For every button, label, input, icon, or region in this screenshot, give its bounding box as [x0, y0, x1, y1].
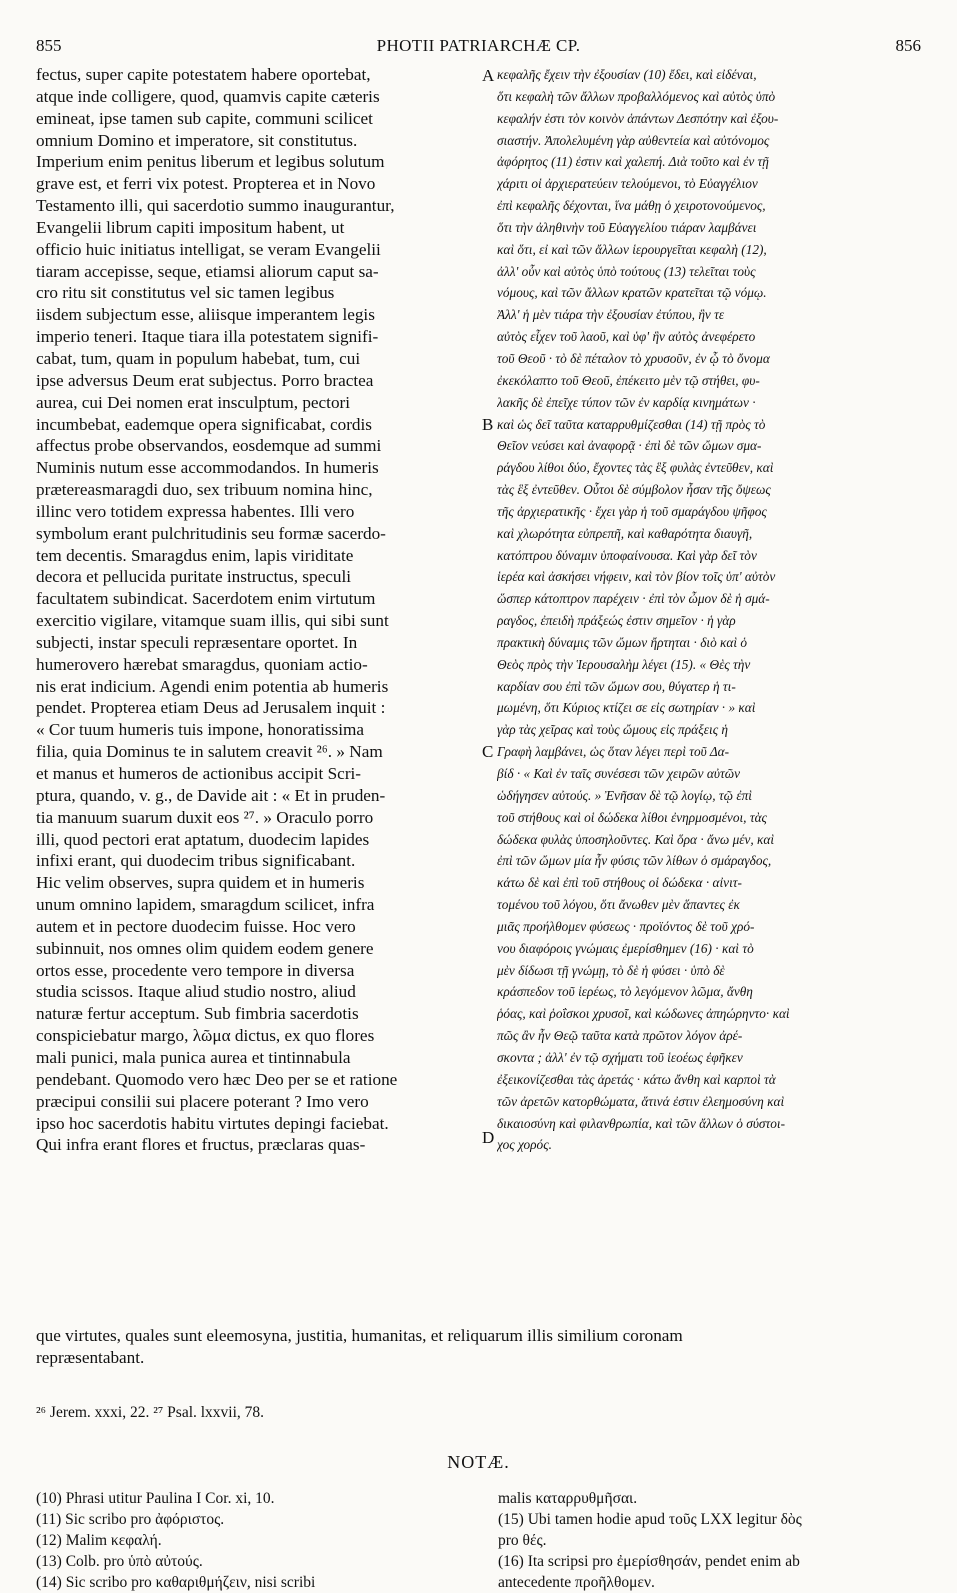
full-width-text — [36, 1325, 922, 1368]
latin-text-line: pendebant. Quomodo vero hæc Deo per se et ratione — [36, 1069, 398, 1089]
latin-text-line: tia manuum suarum duxit eos ²⁷. » Oraculo porro — [36, 807, 374, 827]
full-width-text-line: que virtutes, quales sunt eleemosyna, justitia, humanitas, et reliquarum illis similium coronam — [36, 1326, 683, 1345]
latin-text-line: infixi erant, qui duodecim tribus significabant. — [36, 851, 356, 871]
greek-text-line: πῶς ἂν ἦν Θεῷ ταῦτα κατὰ πρῶτον λόγον ἀρέ- — [497, 1028, 743, 1044]
latin-text-line: facultatem subindicat. Sacerdotem enim virtutum — [36, 589, 376, 609]
latin-text-line: Hic velim observes, supra quidem et in humeris — [36, 873, 365, 893]
latin-column — [36, 64, 482, 1156]
greek-text-line: ράγδου λίθοι δύο, ἔχοντες τὰς ἓξ φυλὰς ἐντεῦθεν, καὶ — [497, 460, 774, 476]
margin-marker-c: C — [482, 742, 494, 761]
greek-text-line: χος χορός. — [497, 1137, 552, 1153]
greek-text-line: δώδεκα φυλὰς ὑποσηλοῦντες. Καὶ ὅρα · ἄνω μέν, καὶ — [497, 831, 775, 847]
latin-text-line: naturæ fertur acceptum. Sub fimbria sacerdotis — [36, 1004, 359, 1024]
greek-text-line: τῆς ἀρχιερατικῆς · ἔχει γὰρ ἡ τοῦ σμαράγδου ψῆφος — [497, 503, 767, 519]
margin-marker-b: B — [482, 415, 494, 434]
latin-text-line: tem decentis. Smaragdus enim, lapis viriditate — [36, 545, 354, 565]
greek-text-line: ἐκεκόλαπτο τοῦ Θεοῦ, ἐπέκειτο μὲν τῷ στήθει, φυ- — [497, 372, 760, 388]
greek-text-line: ἱερέα καὶ ἀσκήσει νήφειν, καὶ τὸν βίον τοῖς ὑπ' αὐτὸν — [497, 569, 776, 585]
latin-text-line: ptura, quando, v. g., de Davide ait : « Et in pruden- — [36, 785, 386, 805]
greek-text-line: καὶ ὅτι, εἰ καὶ τῶν ἄλλων ἱερουργεῖται κεφαλὴ (12), — [497, 241, 767, 257]
latin-text-line: grave est, et ferri vix potest. Propterea et in Novo — [36, 174, 376, 194]
greek-text-line: ὥσπερ κάτοπτρον παρέχειν · ἐπὶ τὸν ὦμον δὲ ἡ σμά- — [497, 591, 770, 607]
greek-text-line: σιαστήν. Ἀπολελυμένη γὰρ αὐθεντεία καὶ αὐτόνομος — [497, 132, 770, 148]
latin-text-line: symbolum erant pulchritudinis seu formæ sacerdo- — [36, 523, 386, 543]
running-title: PHOTII PATRIARCHÆ CP. — [376, 36, 581, 55]
greek-text-line: τοῦ Θεοῦ · τὸ δὲ πέταλον τὸ χρυσοῦν, ἐν ᾧ τὸ ὄνομα — [497, 350, 770, 366]
margin-marker-a: A — [482, 66, 495, 85]
greek-text-line: κατόπτρου δύναμιν ὑποφαίνουσα. Καὶ γὰρ δεῖ τὸν — [497, 547, 757, 563]
latin-text-line: filia, quia Dominus te in salutem creavit ²⁶. » Nam — [36, 742, 383, 762]
greek-text-line: ὡδήγησεν αὐτούς. » Ἐνῆσαν δὲ τῷ λογίῳ, τῷ ἐπὶ — [497, 787, 752, 803]
greek-text-line: ὅτι τὴν ἀληθινὴν τοῦ Εὐαγγελίου τιάραν λαμβάνει — [497, 219, 757, 235]
latin-text-line: humerovero hærebat smaragdus, quoniam actio- — [36, 654, 368, 674]
greek-text-line: ἀλλ' οὖν καὶ αὐτὸς ὑπὸ τούτους (13) τελεῖται τοὺς — [497, 263, 756, 279]
latin-text-line: « Cor tuum humeris tuis impone, honoratissima — [36, 720, 364, 740]
latin-text-line: unum omnino lapidem, smaragdum scilicet, infra — [36, 895, 375, 915]
greek-text-line: ἐπὶ κεφαλῆς δέχονται, ἵνα μάθῃ ὁ χειροτονούμενος, — [497, 198, 766, 214]
latin-text-line: pendet. Propterea etiam Deus ad Jerusalem inquit : — [36, 698, 386, 718]
greek-text-line: ῥόας, καὶ ῥοΐσκοι χρυσοῖ, καὶ κώδωνες ἀπηώρηντο· καὶ — [497, 1006, 790, 1022]
latin-text-line: ortos esse, procedente vero tempore in diversa — [36, 960, 355, 980]
greek-text-line: τομένου τοῦ λόγου, ὅτι ἄνωθεν μὲν ἅπαντες ἐκ — [497, 897, 740, 913]
greek-text-line: νου διαφόροις γνώμαις ἐμερίσθημεν (16) · καὶ τὸ — [497, 940, 754, 956]
greek-text-line: κράσπεδον τοῦ ἱερέως, τὸ λεγόμενον λῶμα, ἄνθη — [497, 984, 753, 1000]
latin-text-line: nis erat indicium. Agendi enim potentia ab humeris — [36, 676, 389, 696]
greek-text-line: λακῆς δὲ ἐπεῖχε τύπον τῶν ἐν καρδίᾳ κινημάτων · — [497, 394, 756, 410]
latin-text-line: Qui infra erant flores et fructus, præclaras quas- — [36, 1135, 366, 1155]
latin-text-line: exercitio vigilare, vitamque suam illis, qui sibi sunt — [36, 611, 389, 631]
latin-text-line: tiaram accepisse, seque, etiamsi aliorum caput sa- — [36, 261, 379, 281]
greek-text-line: νόμους, καὶ τῶν ἄλλων κρατῶν κρατεῖται τῷ νόμῳ. — [497, 285, 767, 301]
latin-text-line: affectus probe observandos, eosdemque ad summi — [36, 436, 382, 456]
latin-text-line: fectus, super capite potestatem habere oportebat, — [36, 65, 371, 84]
latin-text-line: Imperium enim penitus liberum et legibus solutum — [36, 152, 385, 172]
latin-text-line: studia scissos. Itaque aliud studio nostro, aliud — [36, 982, 356, 1002]
greek-text-line: χάριτι οἱ ἀρχιερατεύειν τελούμενοι, τὸ Εὐαγγέλιον — [497, 176, 758, 192]
note-line: malis καταρρυθμῆσαι. — [498, 1490, 638, 1507]
note-line: (13) Colb. pro ὑπὸ αὐτούς. — [36, 1553, 203, 1570]
greek-text-line: ἐπὶ τῶν ὤμων μία ἦν φύσις τῶν λίθων ὁ σμάραγδος, — [497, 853, 772, 869]
latin-text-line: iisdem subjectum esse, aliisque imperantem legis — [36, 305, 375, 325]
greek-text-line: ἐξεικονίζεσθαι τὰς ἀρετάς · κάτω ἄνθη καὶ καρποὶ τὰ — [497, 1071, 776, 1087]
greek-text-line: γὰρ τὰς χεῖρας καὶ τοὺς ὤμους εἰς πράξεις ἡ — [497, 722, 729, 738]
greek-text-line: κεφαλήν ἐστι τὸν κοινὸν ἁπάντων Δεσπότην καὶ ἐξου- — [497, 110, 779, 126]
latin-text-line: ipse adversus Deum erat subjectus. Porro bractea — [36, 370, 374, 390]
greek-text-line: Ἀλλ' ἡ μὲν τιάρα τὴν ἐξουσίαν ἐτύπου, ἣν τε — [497, 307, 725, 323]
full-width-text-line: repræsentabant. — [36, 1347, 145, 1367]
latin-text-line: ipso hoc sacerdotis habitu virtutes depingi faciebat. — [36, 1113, 389, 1133]
greek-text-line: καὶ χλωρότητα εὐπρεπῆ, καὶ καθαρότητα διαυγῆ, — [497, 525, 753, 541]
latin-text-line: præcipui consilii sui placere poterant ? Imo vero — [36, 1091, 369, 1111]
latin-text-line: omnium Domino et imperatore, sit constitutus. — [36, 130, 358, 150]
greek-text-line: καὶ ὡς δεῖ ταῦτα καταρρυθμίζεσθαι (14) τῇ πρὸς τὸ — [497, 416, 766, 432]
greek-text-line: καρδίαν σου ἐπὶ τῶν ὤμων σου, θύγατερ ἡ τι- — [497, 678, 736, 694]
greek-text-line: δικαιοσύνη καὶ φιλανθρωπία, καὶ τῶν ἄλλων ὁ σύστοι- — [497, 1115, 786, 1131]
latin-text-line: mali punici, mala punica aurea et tintinnabula — [36, 1047, 351, 1067]
latin-text-line: prætereasmaragdi duo, sex tribuum nomina hinc, — [36, 480, 373, 500]
latin-text-line: incumbebat, eademque opera significabat, cordis — [36, 414, 372, 434]
greek-text-line: βίδ · « Καὶ ἐν ταῖς συνέσεσι τῶν χειρῶν αὐτῶν — [497, 766, 741, 781]
note-line: (16) Ita scripsi pro ἐμερίσθησάν, pendet enim ab — [498, 1553, 800, 1570]
note-line: (12) Malim κεφαλή. — [36, 1532, 162, 1549]
greek-text-line: ὅτι κεφαλὴ τῶν ἄλλων προβαλλόμενος καὶ αὐτὸς ὑπὸ — [497, 88, 776, 104]
latin-text-line: atque inde colligere, quod, quamvis capite cæteris — [36, 86, 380, 106]
greek-text-line: ραγδος, ἐπειδὴ πράξεώς ἐστιν σημεῖον · ἡ γὰρ — [497, 613, 736, 629]
notes-left-column — [36, 1488, 496, 1593]
greek-text-line: κάτω δὲ καὶ ἐπὶ τοῦ στήθους οἱ δώδεκα · αἰνιτ- — [497, 875, 742, 891]
note-line: pro θές. — [498, 1532, 547, 1549]
greek-text-line: Θεῖον νεύσει καὶ ἀναφορᾷ · ἐπὶ δὲ τῶν ὤμων σμα- — [497, 438, 762, 454]
greek-text-line: αὐτὸς εἶχεν τοῦ λαοῦ, καὶ ὑφ' ἣν αὐτὸς ἀνεφέρετο — [497, 329, 756, 345]
latin-text-line: Evangelii librum capiti impositum habent, ut — [36, 217, 345, 237]
greek-column — [497, 64, 922, 1156]
notae-heading: NOTÆ. — [447, 1452, 510, 1472]
note-line: (11) Sic scribo pro ἀφόριστος. — [36, 1511, 225, 1528]
latin-text-line: autem et in pectore duodecim fuisse. Hoc vero — [36, 916, 356, 936]
latin-text-line: illinc vero totidem expressa habentes. Illi vero — [36, 501, 355, 521]
notes-right-column — [498, 1488, 922, 1593]
latin-text-line: imperio teneri. Itaque tiara illa potestatem signifi- — [36, 327, 379, 347]
latin-text-line: aurea, cui Dei nomen erat insculptum, pectori — [36, 392, 351, 412]
note-line: (14) Sic scribo pro καθαριθμήζειν, nisi scribi — [36, 1574, 316, 1591]
latin-text-line: cro ritu sit constitutus vel sic tamen legibus — [36, 283, 335, 303]
latin-text-line: illi, quod pectori erat aptatum, duodecim lapides — [36, 829, 370, 849]
latin-text-line: officio huic initiatus intelligat, se veram Evangelii — [36, 239, 381, 259]
latin-text-line: subinnuit, nos omnes olim quidem eodem genere — [36, 938, 374, 958]
margin-marker-d: D — [482, 1128, 495, 1147]
page-header — [36, 36, 921, 62]
greek-text-line: ἀφόρητος (11) ἐστιν καὶ χαλεπή. Διὰ τοῦτο καὶ ἐν τῇ — [497, 154, 769, 170]
latin-text-line: subjecti, instar speculi repræsentare oportet. In — [36, 632, 358, 652]
greek-text-line: τὰς ἓξ ἐντεῦθεν. Οὗτοι δὲ σύμβολον ἦσαν τῆς ὄψεως — [497, 482, 771, 498]
latin-text-line: Numinis nutum esse accommodandos. In humeris — [36, 458, 379, 478]
greek-text-line: τοῦ στήθους καὶ οἱ δώδεκα λίθοι ἐνηρμοσμένοι, τὰς — [497, 809, 767, 825]
latin-text-line: Testamento illi, qui sacerdotio summo inaugurantur, — [36, 196, 395, 216]
note-line: antecedente προῆλθομεν. — [498, 1574, 655, 1591]
greek-text-line: Γραφὴ λαμβάνει, ὡς ὅταν λέγει περὶ τοῦ Δα- — [497, 744, 730, 760]
latin-text-line: et manus et humeros de actionibus accipit Scri- — [36, 764, 362, 783]
page-number-left: 855 — [36, 36, 62, 55]
greek-text-line: σκοντα ; ἀλλ' ἐν τῷ σχήματι τοῦ ἱεοέως ἐφῆκεν — [497, 1049, 743, 1065]
greek-text-line: κεφαλῆς ἔχειν τὴν ἐξουσίαν (10) ἔδει, καὶ εἰδέναι, — [497, 67, 757, 82]
greek-text-line: μὲν δίδωσι τῇ γνώμῃ, τὸ δὲ ἡ φύσει · ὑπὸ δὲ — [497, 962, 725, 978]
page-number-right: 856 — [895, 36, 921, 55]
greek-text-line: μωμένη, ὅτι Κύριος κτίζει σε εἰς σωτηρίαν · » καὶ — [497, 700, 756, 716]
note-line: (10) Phrasi utitur Paulina I Cor. xi, 10. — [36, 1490, 275, 1507]
latin-text-line: conspiciebatur margo, λῶμα dictus, ex quo flores — [36, 1026, 375, 1046]
latin-text-line: emineat, ipse tamen sub capite, communi scilicet — [36, 108, 373, 128]
note-line: (15) Ubi tamen hodie apud τοῦς LXX legitur δὸς — [498, 1511, 802, 1528]
latin-text-line: decora et pellucida puritate instructus, speculi — [36, 567, 351, 587]
greek-text-line: μιᾶς προήλθομεν φύσεως · προϊόντος δὲ τοῦ χρό- — [497, 918, 755, 934]
greek-text-line: Θεὸς πρὸς τὴν Ἱερουσαλὴμ λέγει (15). « Θὲς τὴν — [497, 656, 751, 672]
greek-text-line: τῶν ἀρετῶν κατορθώματα, ἅτινά ἐστιν ἐλεημοσύνη καὶ — [497, 1093, 785, 1109]
latin-text-line: cabat, tum, quam in populum habebat, tum, cui — [36, 348, 361, 368]
greek-text-line: πρακτικὴ δύναμις τῶν ὤμων ἤρτηται · διὸ καὶ ὁ — [497, 634, 748, 650]
scripture-footnotes: ²⁶ Jerem. xxxi, 22. ²⁷ Psal. lxxvii, 78. — [36, 1404, 265, 1421]
